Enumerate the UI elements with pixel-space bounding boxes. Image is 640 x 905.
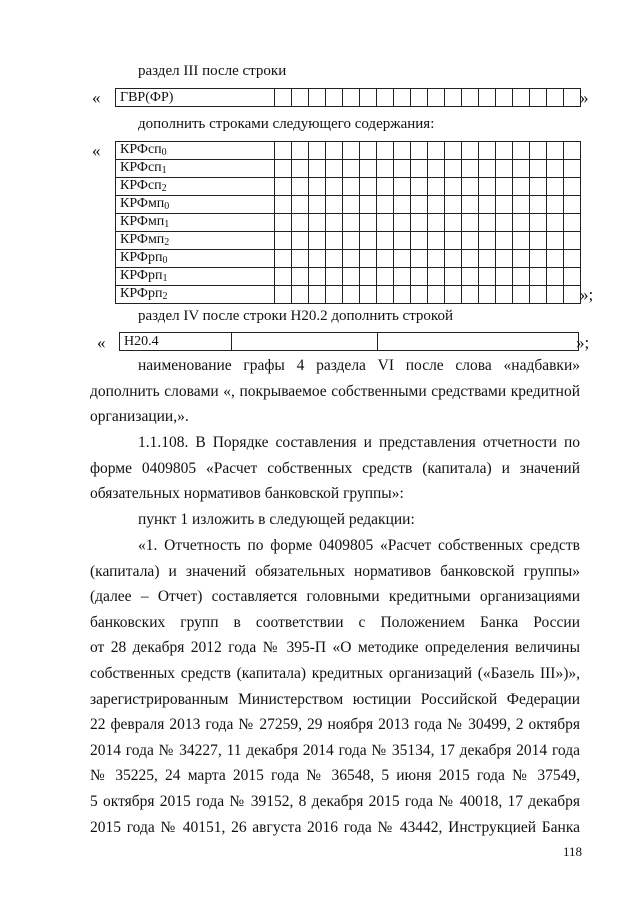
- table-cell: [496, 160, 513, 178]
- table-cell: [292, 178, 309, 196]
- table-cell: [462, 286, 479, 304]
- table-cell: [309, 250, 326, 268]
- table-cell: [462, 232, 479, 250]
- row-label: [116, 286, 275, 304]
- paragraph-line: (капитала) и значений обязательных нормативов банковской группы»: [90, 562, 580, 580]
- paragraph-line: 5 октября 2015 года № 39152, 8 декабря 2015 года № 40018, 17 декабря: [90, 792, 580, 810]
- table-cell: [275, 196, 292, 214]
- table-gvr: [115, 88, 581, 107]
- table-cell: [394, 89, 411, 107]
- table-cell: [309, 142, 326, 160]
- page-number: 118: [563, 844, 583, 859]
- table-row: [116, 268, 581, 286]
- table-cell: [428, 268, 445, 286]
- row-label: [116, 142, 275, 160]
- table-cell: [479, 178, 496, 196]
- table-cell: [445, 178, 462, 196]
- table-cell: [394, 250, 411, 268]
- paragraph-line: пункт 1 изложить в следующей редакции:: [138, 511, 415, 528]
- table-cell: [547, 196, 564, 214]
- table-cell: [377, 232, 394, 250]
- row-label-base: КРФрп: [120, 286, 163, 301]
- table-cell: [445, 89, 462, 107]
- table-cell: [513, 196, 530, 214]
- quote-close-1: »: [580, 88, 589, 107]
- table-cell: [360, 142, 377, 160]
- table-cell: [394, 142, 411, 160]
- table-cell: [496, 214, 513, 232]
- table-cell: [513, 286, 530, 304]
- paragraph-line: зарегистрированным Министерством юстиции Российской Федерации: [90, 690, 580, 708]
- table-cell: [343, 286, 360, 304]
- row-label-h204: Н20.4: [120, 333, 232, 351]
- table-cell: [292, 214, 309, 232]
- table-cell: [462, 160, 479, 178]
- table-cell: [479, 89, 496, 107]
- table-cell: [564, 250, 581, 268]
- row-label-base: КРФмп: [120, 196, 165, 211]
- table-cell: [343, 250, 360, 268]
- table-cell: [394, 268, 411, 286]
- table-cell: [394, 214, 411, 232]
- table-cell: [530, 196, 547, 214]
- table-row: [116, 214, 581, 232]
- table-cell: [462, 196, 479, 214]
- table-cell: [377, 214, 394, 232]
- paragraph-line: № 35225, 24 марта 2015 года № 36548, 5 июня 2015 года № 37549,: [90, 767, 580, 785]
- table-row: [116, 196, 581, 214]
- table-cell: [411, 160, 428, 178]
- table-cell: [462, 89, 479, 107]
- table-row: [120, 333, 579, 351]
- table-cell: [360, 286, 377, 304]
- table-cell: [275, 250, 292, 268]
- table-cell: [394, 160, 411, 178]
- table-cell: [411, 142, 428, 160]
- table-cell: [411, 232, 428, 250]
- table-cell: [292, 196, 309, 214]
- row-label-base: КРФмп: [120, 232, 165, 247]
- table-cell: [462, 178, 479, 196]
- paragraph-line: обязательных нормативов банковской группы»:: [90, 485, 404, 503]
- table-cell: [377, 250, 394, 268]
- table-cell: [309, 286, 326, 304]
- table-cell: [530, 214, 547, 232]
- paragraph-line: наименование графы 4 раздела VI после слова «надбавки»: [138, 357, 580, 374]
- table-cell: [462, 142, 479, 160]
- table-cell: [547, 250, 564, 268]
- table-cell: [530, 232, 547, 250]
- paragraph-line: от 28 декабря 2012 года № 395-П «О методике определения величины: [90, 639, 580, 657]
- table-cell: [547, 89, 564, 107]
- row-label-subscript: 2: [164, 237, 170, 248]
- table-h204: [119, 332, 579, 351]
- table-cell: [530, 250, 547, 268]
- row-label: [116, 250, 275, 268]
- row-label: [116, 178, 275, 196]
- table-cell: [428, 196, 445, 214]
- table-cell: [292, 89, 309, 107]
- table-cell: [445, 232, 462, 250]
- table-cell: [462, 268, 479, 286]
- row-label-base: КРФмп: [120, 214, 165, 229]
- table-cell: [496, 142, 513, 160]
- table-cell: [479, 196, 496, 214]
- row-label-subscript: 0: [164, 201, 170, 212]
- paragraph-1-1-108: [90, 430, 580, 507]
- table-cell: [547, 232, 564, 250]
- paragraph-line: «1. Отчетность по форме 0409805 «Расчет собственных средств: [138, 537, 580, 554]
- table-cell: [394, 286, 411, 304]
- table-cell: [445, 160, 462, 178]
- table-cell: [292, 250, 309, 268]
- table-cell: [445, 250, 462, 268]
- row-label-subscript: 1: [164, 219, 170, 230]
- table-cell: [411, 214, 428, 232]
- table-cell: [360, 160, 377, 178]
- table-cell: [445, 142, 462, 160]
- table-cell: [496, 89, 513, 107]
- table-cell: [428, 89, 445, 107]
- paragraph-punkt1: [90, 507, 580, 533]
- paragraph-line: банковских групп в соответствии с Положением Банка России: [90, 613, 580, 631]
- row-label-base: КРФсп: [120, 178, 162, 193]
- table-cell: [513, 268, 530, 286]
- intro-line-1: раздел III после строки: [138, 63, 287, 79]
- table-cell: [275, 178, 292, 196]
- table-cell: [292, 268, 309, 286]
- quote-open-3: «: [97, 333, 106, 352]
- quote-open-2: «: [92, 141, 101, 160]
- table-cell: [377, 142, 394, 160]
- row-label-subscript: 1: [162, 273, 168, 284]
- table-cell: [428, 214, 445, 232]
- table-cell: [530, 268, 547, 286]
- table-cell: [547, 268, 564, 286]
- table-cell: [232, 333, 378, 351]
- table-cell: [513, 142, 530, 160]
- table-row: [116, 178, 581, 196]
- table-cell: [428, 160, 445, 178]
- table-row: [116, 89, 581, 107]
- table-cell: [479, 286, 496, 304]
- row-label-base: КРФрп: [120, 268, 163, 283]
- table-cell: [394, 178, 411, 196]
- table-cell: [326, 214, 343, 232]
- table-row: [116, 232, 581, 250]
- table-cell: [445, 196, 462, 214]
- table-cell: [479, 214, 496, 232]
- table-cell: [326, 89, 343, 107]
- table-cell: [377, 178, 394, 196]
- table-cell: [360, 196, 377, 214]
- table-cell: [513, 250, 530, 268]
- table-cell: [309, 178, 326, 196]
- table-cell: [411, 286, 428, 304]
- table-cell: [360, 178, 377, 196]
- table-cell: [326, 196, 343, 214]
- quote-close-2: »;: [580, 285, 594, 304]
- table-cell: [513, 89, 530, 107]
- table-cell: [411, 250, 428, 268]
- table-cell: [564, 142, 581, 160]
- table-cell: [326, 142, 343, 160]
- table-cell: [530, 142, 547, 160]
- table-cell: [326, 250, 343, 268]
- table-cell: [394, 196, 411, 214]
- paragraph-line: организации,».: [90, 408, 189, 426]
- table-cell: [275, 89, 292, 107]
- table-cell: [360, 250, 377, 268]
- table-cell: [445, 214, 462, 232]
- table-cell: [547, 214, 564, 232]
- table-cell: [326, 178, 343, 196]
- table-cell: [479, 250, 496, 268]
- table-cell: [275, 214, 292, 232]
- table-cell: [377, 268, 394, 286]
- row-label: [116, 232, 275, 250]
- table-cell: [343, 178, 360, 196]
- table-cell: [564, 232, 581, 250]
- table-cell: [411, 196, 428, 214]
- table-row: [116, 160, 581, 178]
- table-cell: [530, 160, 547, 178]
- row-label-subscript: 1: [161, 165, 167, 176]
- table-cell: [360, 214, 377, 232]
- table-cell: [496, 178, 513, 196]
- table-cell: [513, 178, 530, 196]
- table-cell: [411, 268, 428, 286]
- table-cell: [445, 286, 462, 304]
- table-cell: [428, 286, 445, 304]
- paragraph-line: 1.1.108. В Порядке составления и представления отчетности по: [138, 434, 580, 451]
- table-cell: [428, 142, 445, 160]
- row-label-base: КРФсп: [120, 160, 162, 175]
- table-cell: [496, 196, 513, 214]
- table-cell: [309, 268, 326, 286]
- table-cell: [343, 89, 360, 107]
- table-cell: [479, 142, 496, 160]
- table-cell: [564, 286, 581, 304]
- intro-line-3: раздел IV после строки Н20.2 дополнить строкой: [138, 308, 453, 324]
- paragraph-line: дополнить словами «, покрываемое собственными средствами кредитной: [90, 382, 580, 400]
- row-label-subscript: 0: [162, 255, 168, 266]
- table-cell: [343, 160, 360, 178]
- table-cell: [428, 178, 445, 196]
- table-cell: [377, 286, 394, 304]
- row-label-subscript: 2: [162, 291, 168, 302]
- table-cell: [343, 196, 360, 214]
- table-cell: [377, 89, 394, 107]
- table-cell: [360, 232, 377, 250]
- table-cell: [292, 160, 309, 178]
- table-cell: [564, 89, 581, 107]
- table-cell: [326, 232, 343, 250]
- table-row: [116, 142, 581, 160]
- paragraph-line: (далее – Отчет) составляется головными кредитными организациями: [90, 588, 580, 606]
- row-label-subscript: 0: [161, 147, 167, 158]
- paragraph-line: 22 февраля 2013 года № 27259, 29 ноября 2013 года № 30499, 2 октября: [90, 716, 580, 734]
- table-cell: [292, 232, 309, 250]
- row-label-gvr: ГВР(ФР): [116, 89, 275, 107]
- table-cell: [496, 250, 513, 268]
- table-cell: [309, 232, 326, 250]
- table-cell: [564, 160, 581, 178]
- paragraph-graph4: [90, 353, 580, 430]
- paragraph-line: 2014 года № 34227, 11 декабря 2014 года № 35134, 17 декабря 2014 года: [90, 741, 580, 759]
- intro-line-2: дополнить строками следующего содержания:: [138, 116, 435, 132]
- row-label: [116, 268, 275, 286]
- table-cell: [394, 232, 411, 250]
- table-cell: [326, 286, 343, 304]
- table-cell: [411, 178, 428, 196]
- table-cell: [378, 333, 579, 351]
- row-label: [116, 214, 275, 232]
- row-label: [116, 196, 275, 214]
- table-cell: [428, 250, 445, 268]
- table-cell: [360, 268, 377, 286]
- table-cell: [343, 142, 360, 160]
- table-cell: [547, 160, 564, 178]
- table-cell: [309, 214, 326, 232]
- row-label: [116, 160, 275, 178]
- table-cell: [326, 160, 343, 178]
- table-cell: [462, 250, 479, 268]
- table-cell: [530, 178, 547, 196]
- table-cell: [564, 178, 581, 196]
- table-cell: [479, 268, 496, 286]
- table-cell: [479, 232, 496, 250]
- table-cell: [343, 232, 360, 250]
- quote-close-3: »;: [576, 333, 590, 352]
- table-cell: [275, 160, 292, 178]
- table-cell: [428, 232, 445, 250]
- table-cell: [445, 268, 462, 286]
- table-cell: [513, 160, 530, 178]
- table-cell: [530, 89, 547, 107]
- paragraph-punkt1-text: [90, 533, 580, 840]
- table-cell: [360, 89, 377, 107]
- table-cell: [564, 268, 581, 286]
- table-cell: [309, 89, 326, 107]
- table-row: [116, 250, 581, 268]
- table-cell: [479, 160, 496, 178]
- row-label-base: КРФсп: [120, 142, 162, 157]
- table-cell: [343, 214, 360, 232]
- table-cell: [462, 214, 479, 232]
- table-cell: [275, 232, 292, 250]
- table-cell: [377, 160, 394, 178]
- table-cell: [530, 286, 547, 304]
- table-cell: [513, 232, 530, 250]
- paragraph-line: форме 0409805 «Расчет собственных средств (капитала) и значений: [90, 459, 580, 477]
- table-cell: [326, 268, 343, 286]
- table-cell: [513, 214, 530, 232]
- table-cell: [309, 160, 326, 178]
- table-cell: [564, 196, 581, 214]
- table-cell: [309, 196, 326, 214]
- table-cell: [496, 232, 513, 250]
- table-cell: [377, 196, 394, 214]
- table-cell: [496, 268, 513, 286]
- paragraph-line: собственных средств (капитала) кредитных организаций («Базель III»)»,: [90, 664, 580, 682]
- quote-open-1: «: [92, 88, 101, 107]
- table-cell: [292, 286, 309, 304]
- table-cell: [547, 178, 564, 196]
- table-cell: [275, 286, 292, 304]
- row-label-base: КРФрп: [120, 250, 163, 265]
- table-cell: [411, 89, 428, 107]
- table-cell: [292, 142, 309, 160]
- row-label-subscript: 2: [161, 183, 167, 194]
- table-cell: [564, 214, 581, 232]
- table-krf: [115, 141, 581, 304]
- paragraph-line: 2015 года № 40151, 26 августа 2016 года № 43442, Инструкцией Банка: [90, 818, 580, 836]
- table-cell: [275, 142, 292, 160]
- table-cell: [547, 286, 564, 304]
- table-cell: [547, 142, 564, 160]
- table-cell: [343, 268, 360, 286]
- table-cell: [496, 286, 513, 304]
- table-cell: [275, 268, 292, 286]
- table-row: [116, 286, 581, 304]
